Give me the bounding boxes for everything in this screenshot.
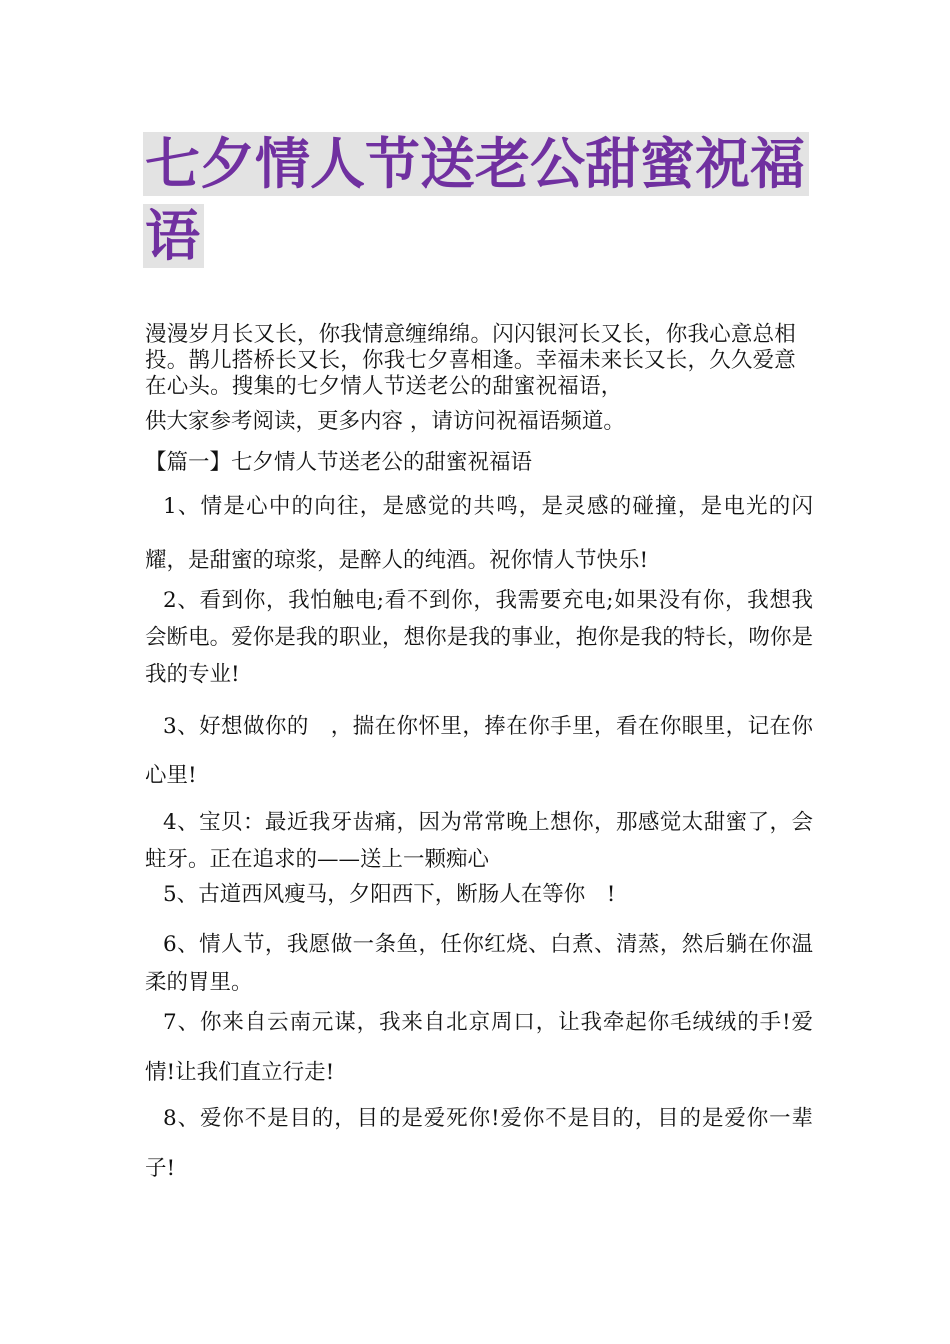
list-item-text: 好想做你的 ，揣在你怀里，捧在你手里，看在你眼里，记在你心里! bbox=[145, 714, 813, 788]
list-item bbox=[145, 1094, 813, 1194]
list-item bbox=[145, 998, 813, 1098]
page-title-text: 七夕情人节送老公甜蜜祝福语 bbox=[143, 132, 809, 268]
list-item bbox=[145, 804, 813, 878]
list-item-number: 7、 bbox=[163, 1010, 200, 1035]
list-item-text: 情是心中的向往，是感觉的共鸣，是灵感的碰撞，是电光的闪耀，是甜蜜的琼浆，是醉人的纯酒。祝你情人节快乐! bbox=[145, 494, 813, 573]
list-item-text: 你来自云南元谋，我来自北京周口，让我牵起你毛绒绒的手!爱情!让我们直立行走! bbox=[145, 1010, 813, 1085]
list-item-number: 3、 bbox=[163, 714, 200, 739]
list-item bbox=[145, 926, 813, 1002]
intro-paragraph: 漫漫岁月长又长，你我情意缠绵绵。闪闪银河长又长，你我心意总相投。鹊儿搭桥长又长，你我七夕喜相逢。幸福未来长又长，久久爱意在心头。搜集的七夕情人节送老公的甜蜜祝福语， bbox=[145, 322, 797, 399]
list-item-number: 8、 bbox=[163, 1106, 200, 1131]
list-item bbox=[145, 880, 813, 910]
list-item-number: 1、 bbox=[163, 494, 201, 519]
list-item bbox=[145, 582, 813, 693]
intro-paragraph-last-line: 供大家参考阅读，更多内容 ，请访问祝福语频道。 bbox=[145, 409, 625, 434]
list-item-text: 古道西风瘦马，夕阳西下，断肠人在等你 ! bbox=[198, 882, 616, 907]
list-item bbox=[145, 702, 813, 800]
page-title bbox=[143, 128, 813, 272]
list-item bbox=[145, 480, 813, 588]
list-item-number: 4、 bbox=[163, 810, 200, 835]
list-item-number: 5、 bbox=[163, 882, 199, 907]
section-heading: 【篇一】七夕情人节送老公的甜蜜祝福语 bbox=[145, 450, 533, 475]
list-item-number: 6、 bbox=[163, 932, 200, 957]
list-item-text: 看到你，我怕触电;看不到你，我需要充电;如果没有你，我想我会断电。爱你是我的职业，想你是我的事业，抱你是我的特长，吻你是我的专业! bbox=[145, 588, 813, 687]
list-item-text: 宝贝：最近我牙齿痛，因为常常晚上想你，那感觉太甜蜜了，会蛀牙。正在追求的——送上一颗痴心 bbox=[145, 810, 813, 872]
list-item-number: 2、 bbox=[163, 588, 200, 613]
list-item-text: 情人节，我愿做一条鱼，任你红烧、白煮、清蒸，然后躺在你温柔的胃里。 bbox=[145, 932, 813, 995]
list-item-text: 爱你不是目的，目的是爱死你!爱你不是目的，目的是爱你一辈子! bbox=[145, 1106, 813, 1181]
